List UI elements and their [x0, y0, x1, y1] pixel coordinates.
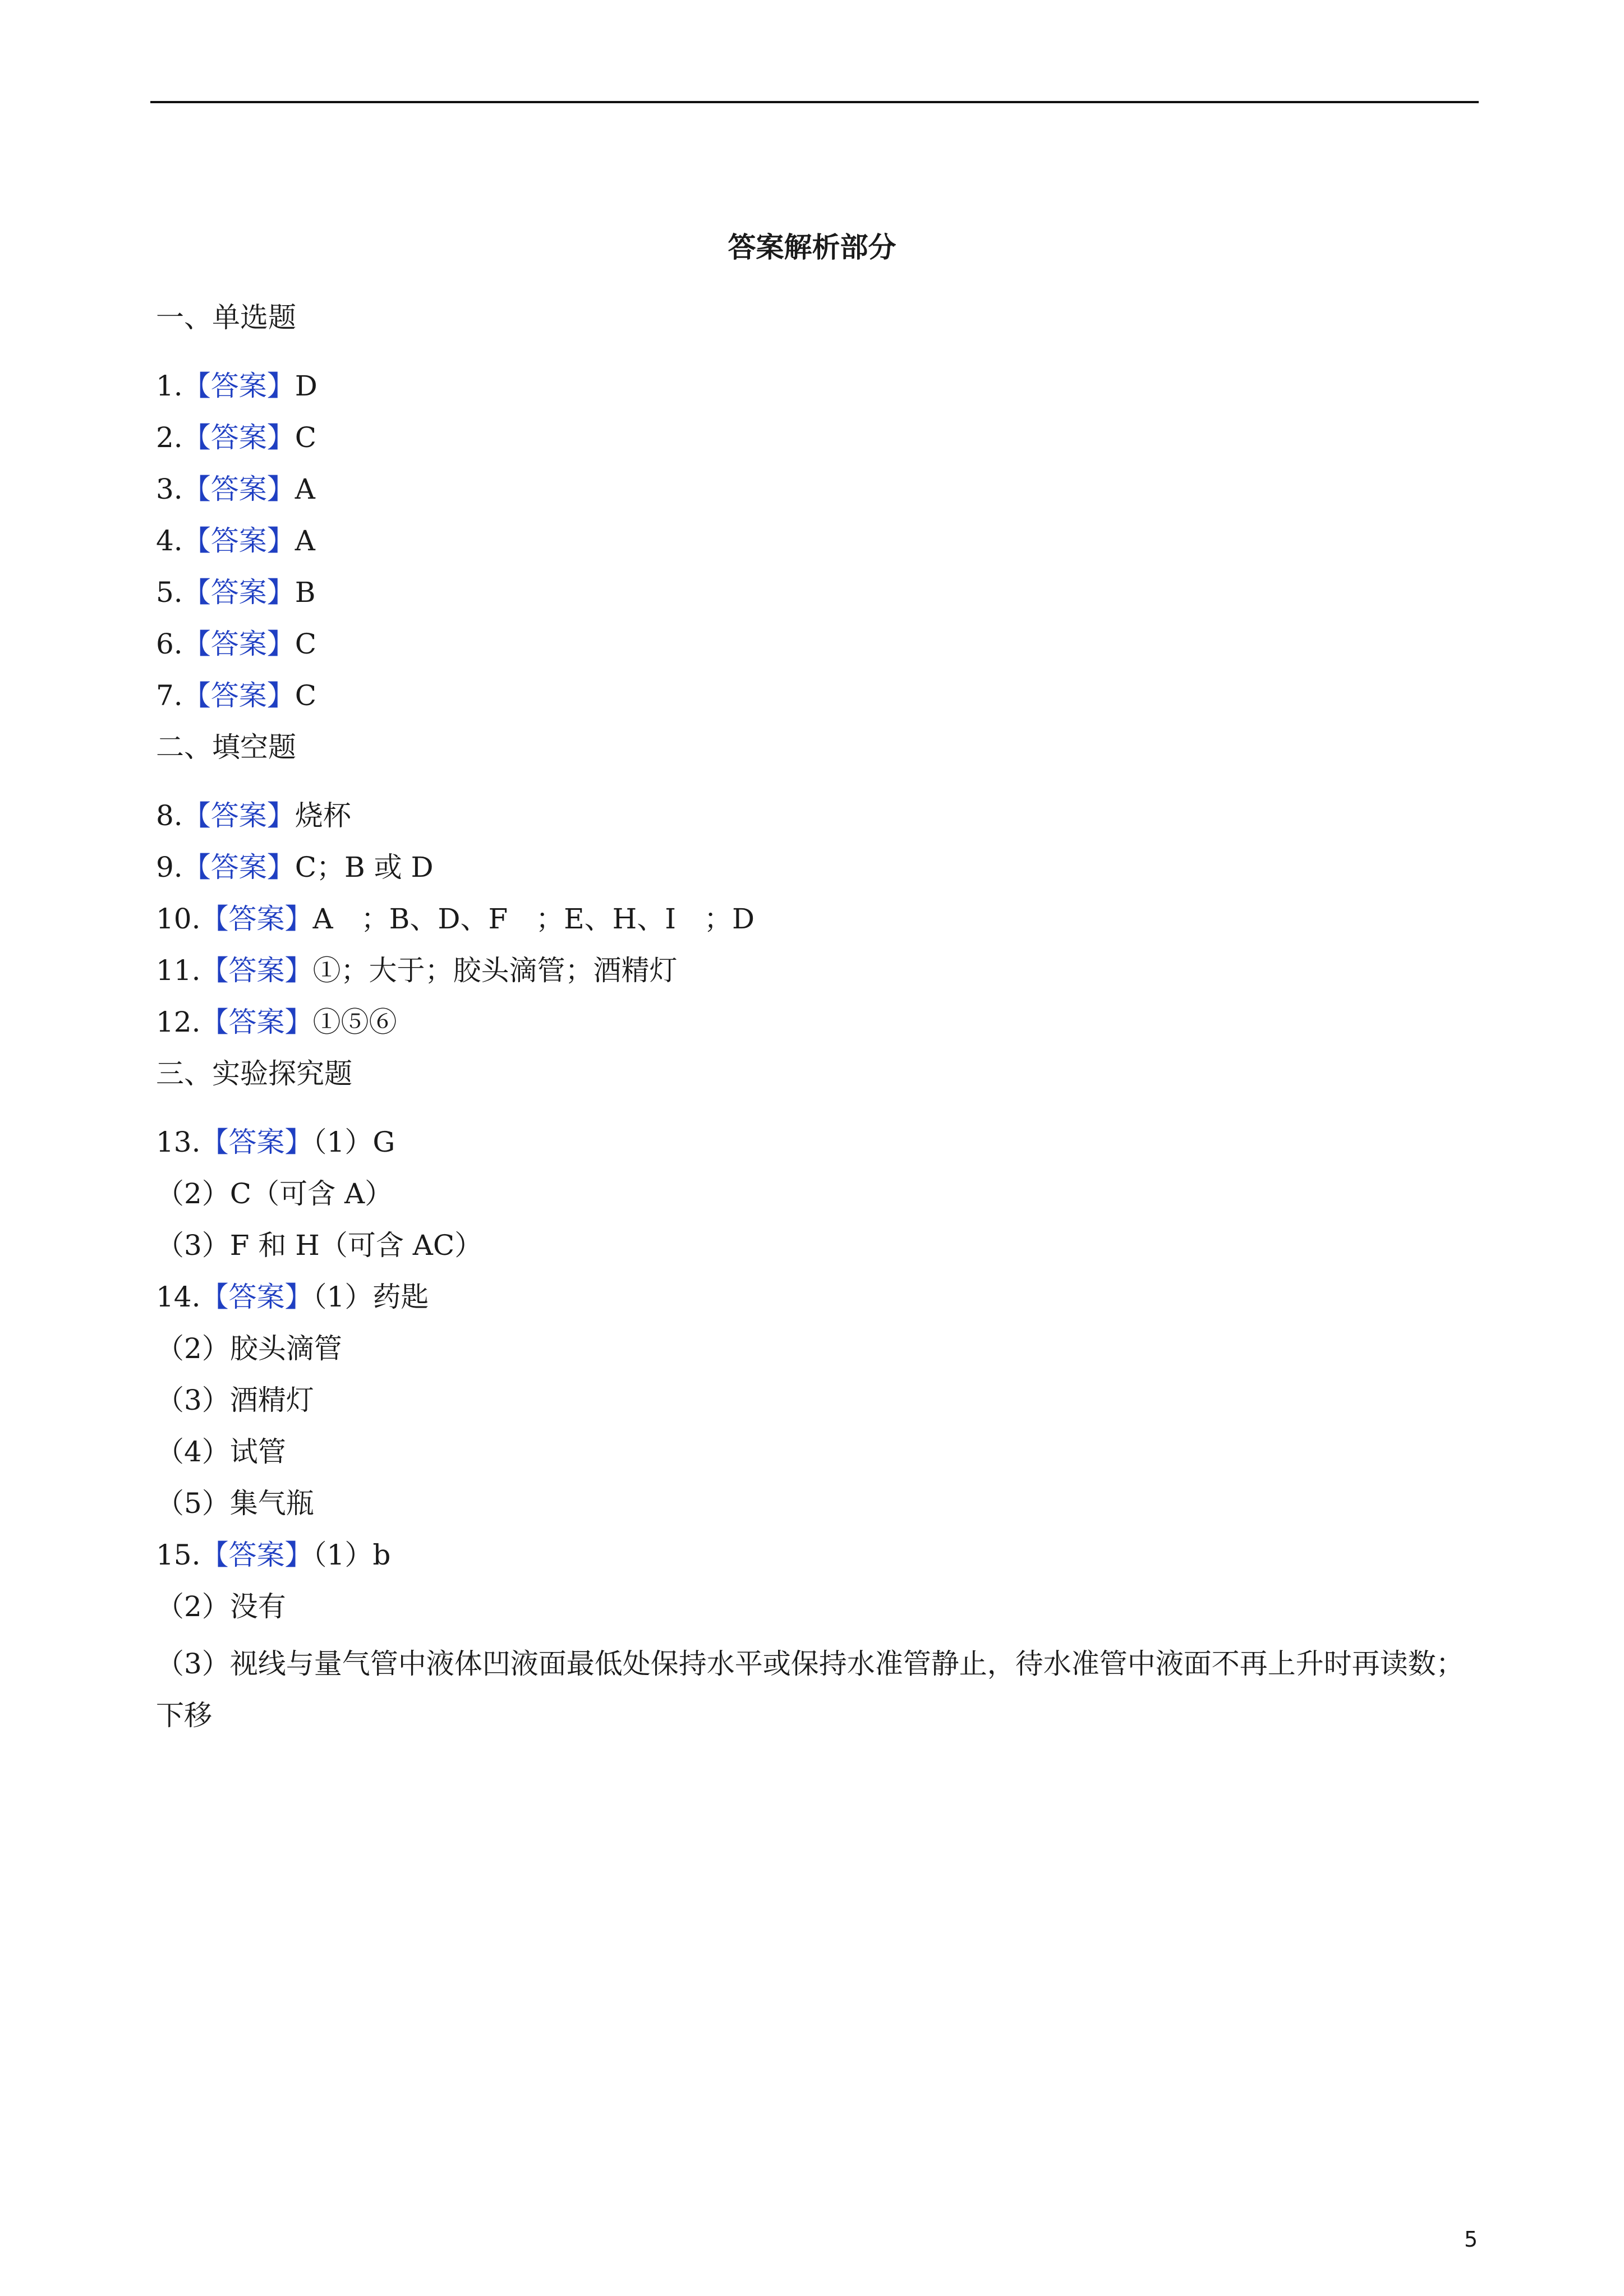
answer-text: ①⑤⑥ [312, 1006, 397, 1038]
answer-line [156, 675, 316, 716]
answer-tag: 【答案】 [182, 851, 295, 884]
answer-tag: 【答案】 [182, 799, 295, 832]
answer-tag: 【答案】 [182, 473, 295, 505]
answer-line [156, 417, 316, 458]
question-number: 2. [156, 421, 183, 454]
answer-subpart: （3）酒精灯 [156, 1384, 314, 1416]
answer-text: （1）b [312, 1539, 391, 1571]
section-heading: 二、填空题 [156, 731, 296, 763]
answer-line [156, 950, 678, 991]
answer-text: C [295, 679, 316, 712]
answer-text: C；B 或 D [295, 851, 434, 884]
question-number: 12. [156, 1006, 201, 1038]
answer-text: （1）G [312, 1126, 395, 1158]
answer-text: 烧杯 [295, 799, 351, 832]
question-number: 11. [156, 954, 201, 987]
answer-text: C [295, 421, 316, 454]
answer-text: A [295, 473, 315, 505]
answer-line [156, 572, 315, 613]
answer-line [156, 1122, 395, 1162]
answer-text: B [295, 576, 316, 609]
answer-subpart: （2）C（可含 A） [156, 1177, 393, 1210]
question-number: 15. [156, 1539, 201, 1571]
answer-line [156, 795, 351, 836]
answer-tag: 【答案】 [200, 1281, 313, 1313]
header-rule [150, 101, 1479, 103]
answer-subpart: （4）试管 [156, 1435, 286, 1468]
answer-tag: 【答案】 [200, 1006, 313, 1038]
answer-line [156, 1535, 390, 1575]
answer-tag: 【答案】 [182, 421, 295, 454]
answer-subpart: （5）集气瓶 [156, 1487, 314, 1520]
question-number: 4. [156, 524, 183, 557]
question-number: 13. [156, 1126, 201, 1158]
answer-line [156, 1277, 429, 1317]
page-number: 5 [1464, 2227, 1478, 2252]
answer-subpart: （2）没有 [156, 1590, 286, 1623]
answer-tag: 【答案】 [182, 679, 295, 712]
question-number: 14. [156, 1281, 201, 1313]
answer-line [156, 521, 315, 561]
answer-subpart: （2）胶头滴管 [156, 1332, 342, 1365]
section-heading: 一、单选题 [156, 301, 296, 334]
answer-text: ①；大于；胶头滴管；酒精灯 [312, 954, 678, 987]
answer-tag: 【答案】 [182, 628, 295, 660]
answer-line [156, 366, 318, 406]
answer-tag: 【答案】 [200, 1126, 313, 1158]
page-title: 答案解析部分 [728, 231, 896, 264]
question-number: 3. [156, 473, 183, 505]
answer-tag: 【答案】 [182, 370, 295, 402]
answer-text: A ；B、D、F ；E、H、I ；D [312, 903, 755, 935]
answer-tag: 【答案】 [200, 954, 313, 987]
answer-text: （1）药匙 [312, 1281, 429, 1313]
answer-tag: 【答案】 [182, 576, 295, 609]
answer-subpart: （3）视线与量气管中液体凹液面最低处保持水平或保持水准管静止，待水准管中液面不再上升时再读数；下移 [156, 1648, 1464, 1732]
question-number: 5. [156, 576, 183, 609]
answer-line [156, 847, 434, 887]
answer-line [156, 899, 755, 939]
answer-tag: 【答案】 [182, 524, 295, 557]
answer-text: D [295, 370, 318, 402]
section-heading: 三、实验探究题 [156, 1057, 352, 1090]
question-number: 8. [156, 799, 183, 832]
question-number: 1. [156, 370, 183, 402]
answer-tag: 【答案】 [200, 903, 313, 935]
answer-text: C [295, 628, 316, 660]
answer-line [156, 469, 315, 509]
answer-tag: 【答案】 [200, 1539, 313, 1571]
question-number: 10. [156, 903, 201, 935]
answer-text: A [295, 524, 315, 557]
question-number: 6. [156, 628, 183, 660]
answer-line [156, 1002, 397, 1042]
answer-line [156, 624, 316, 664]
question-number: 9. [156, 851, 183, 884]
answer-subpart: （3）F 和 H（可含 AC） [156, 1229, 483, 1262]
question-number: 7. [156, 679, 183, 712]
